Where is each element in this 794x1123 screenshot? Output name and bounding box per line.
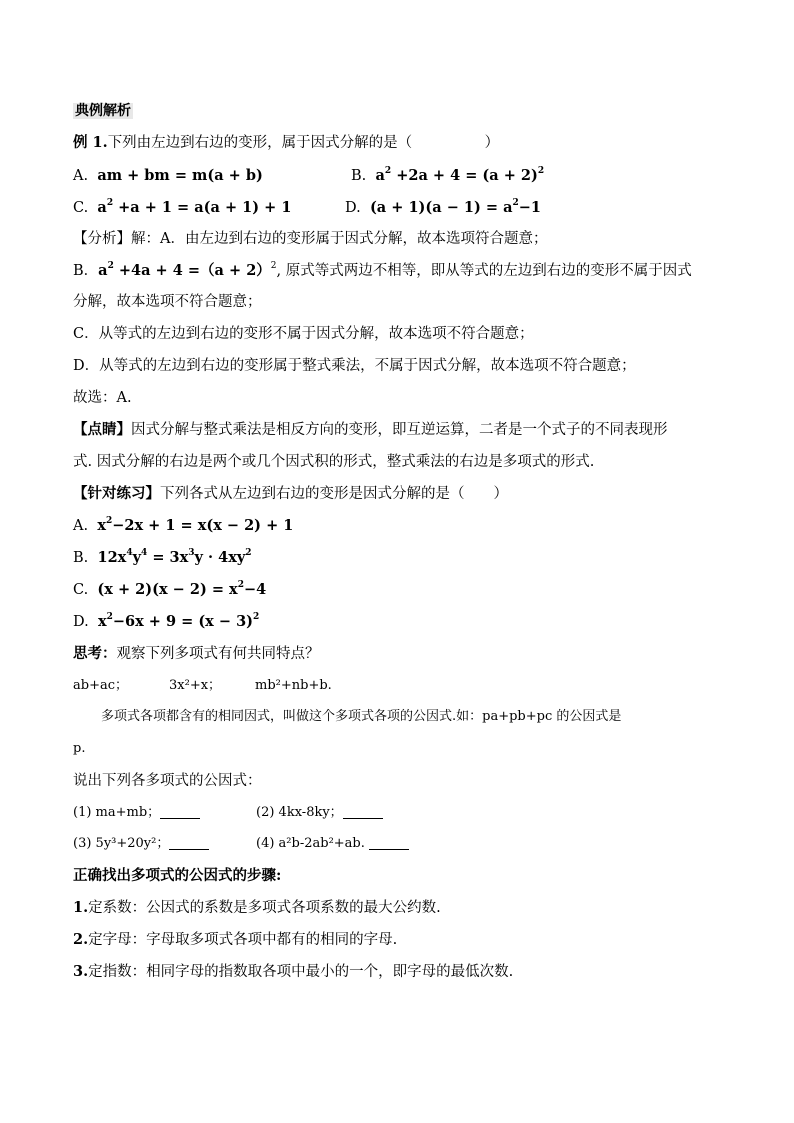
answer-blank xyxy=(369,835,409,850)
analysis-line-6: 故选：A. xyxy=(73,390,132,406)
step-3: 3.定指数：相同字母的指数取各项中最小的一个，即字母的最低次数. xyxy=(73,963,514,980)
analysis-line-1: 【分析】解：A．由左边到右边的变形属于因式分解，故本选项符合题意； xyxy=(73,231,548,247)
example1-option-d: D. $(a + 1)(a - 1) = a^2-1$ xyxy=(345,198,541,216)
section-title: 典例解析 xyxy=(75,103,131,119)
dianjing-line-1: 【点睛】因式分解与整式乘法是相反方向的变形，即互逆运算，二者是一个式子的不同表现形 xyxy=(73,421,668,438)
steps-title: 正确找出多项式的公因式的步骤: xyxy=(73,867,282,884)
practice-option-b: B. $12x^4y^4 = 3x^3y \cdot 4xy^2$ xyxy=(73,548,252,566)
analysis-line-5: D．从等式的左边到右边的变形属于整式乘法，不属于因式分解，故本选项不符合题意； xyxy=(73,358,636,374)
exercise-q3: (3) 5y³+20y²； xyxy=(73,834,209,854)
analysis-line-2: B．$a^2 +4a + 4 =(a + 2)^2$, 原式等式两边不相等，即从等式的左边到右边的变形不属于因式 xyxy=(73,261,692,279)
think-question: 思考：观察下列多项式有何共同特点？ xyxy=(73,645,320,662)
example1-option-c: C. $a^2 +a + 1 = a(a + 1) + 1$ xyxy=(73,198,292,216)
practice-option-d: D. $x^2-6x + 9 = (x - 3)^2$ xyxy=(73,612,260,630)
definition-line-2: p. xyxy=(73,741,86,756)
analysis-line-4: C．从等式的左边到右边的变形不属于因式分解，故本选项不符合题意； xyxy=(73,326,534,342)
practice-question: 【针对练习】下列各式从左边到右边的变形是因式分解的是（ ） xyxy=(73,485,508,502)
example1-option-a: A. am + bm = m(a + b) xyxy=(73,167,263,184)
exercise-q1: (1) ma+mb； xyxy=(73,803,200,823)
step-1: 1.定系数：公因式的系数是多项式各项系数的最大公约数. xyxy=(73,899,441,916)
example1-question: 例 1.下列由左边到右边的变形，属于因式分解的是（ ） xyxy=(73,134,500,151)
analysis-line-3: 分解，故本选项不符合题意； xyxy=(73,294,262,310)
think-expr-3: mb²+nb+b. xyxy=(255,678,332,693)
think-expr-1: ab+ac； xyxy=(73,678,128,693)
practice-option-a: A. $x^2-2x + 1 = x(x - 2) + 1$ xyxy=(73,516,294,534)
step-2: 2.定字母：字母取多项式各项中都有的相同的字母. xyxy=(73,931,398,948)
answer-blank xyxy=(169,835,209,850)
definition-line-1: 多项式各项都含有的相同因式，叫做这个多项式各项的公因式.如：pa+pb+pc 的公因式是 xyxy=(101,709,622,724)
exercise-q4: (4) a²b-2ab²+ab. xyxy=(256,834,409,854)
think-expr-2: 3x²+x； xyxy=(169,678,222,693)
example1-option-b: B. $a^2 +2a + 4 = (a + 2)^2$ xyxy=(351,166,545,184)
practice-option-c: C. $(x + 2)(x - 2) = x^2-4$ xyxy=(73,580,267,598)
answer-blank xyxy=(343,804,383,819)
exercise-q2: (2) 4kx-8ky； xyxy=(256,803,383,823)
exercise-prompt: 说出下列各多项式的公因式： xyxy=(73,773,262,789)
dianjing-line-2: 式. 因式分解的右边是两个或几个因式积的形式，整式乘法的右边是多项式的形式. xyxy=(73,454,595,470)
answer-blank xyxy=(160,804,200,819)
